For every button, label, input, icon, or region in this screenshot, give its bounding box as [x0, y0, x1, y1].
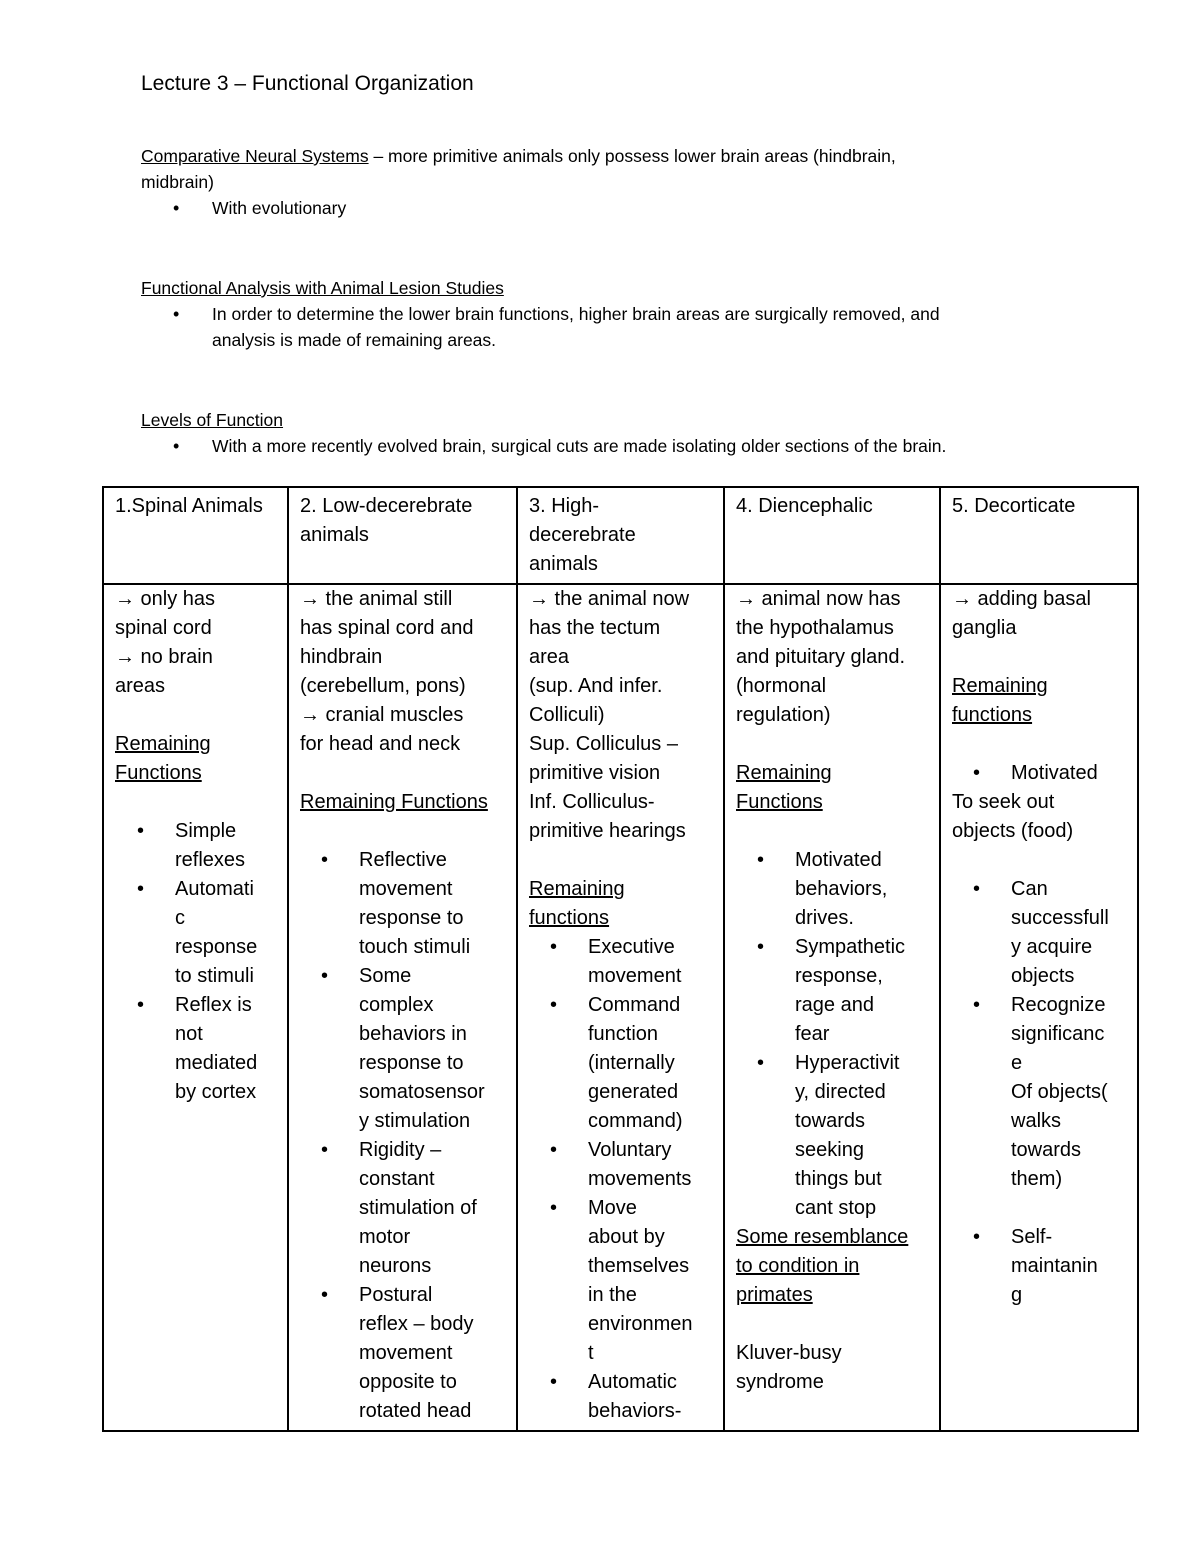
header-line: 5. Decorticate: [952, 495, 1076, 517]
list-item: • Motivated behaviors, drives.: [795, 846, 933, 933]
header-line: decerebrate: [529, 524, 636, 546]
cell-line: areas: [115, 675, 166, 697]
list-item: • Postural reflex – body movement opposite to rotated head: [359, 1281, 510, 1426]
comparative-line-1: [141, 143, 1041, 169]
cell-line: Colliculi): [529, 704, 605, 726]
header-cell-diencephalic: [724, 487, 940, 584]
lesion-bullet-line-2: analysis is made of remaining areas.: [212, 330, 497, 350]
list-item: • Can successfull y acquire objects: [1011, 875, 1131, 991]
cell-line: To seek out: [952, 791, 1055, 813]
header-line: 3. High-: [529, 495, 600, 517]
lesion-heading: Functional Analysis with Animal Lesion Studies: [141, 278, 504, 298]
cell-line: → the animal still: [300, 588, 453, 610]
cell-line: (sup. And infer.: [529, 675, 663, 697]
header-cell-high-decerebrate: [517, 487, 724, 584]
cell-line: hindbrain: [300, 646, 383, 668]
decorticate-bullets-3: [952, 1223, 1131, 1310]
cell-line: and pituitary gland.: [736, 646, 906, 668]
header-cell-decorticate: [940, 487, 1138, 584]
levels-bullets: [141, 433, 1041, 459]
cell-line: → only has: [115, 588, 216, 610]
list-item: • With a more recently evolved brain, surgical cuts are made isolating older sections of the brain.: [141, 433, 1041, 459]
lesion-section: [141, 275, 1041, 353]
list-item: • Some complex behaviors in response to somatosensor y stimulation: [359, 962, 510, 1136]
levels-table: [102, 486, 1139, 1432]
header-line: animals: [529, 553, 598, 575]
cell-line: for head and neck: [300, 733, 461, 755]
page-title: Lecture 3 – Functional Organization: [141, 72, 474, 95]
header-line: 2. Low-decerebrate: [300, 495, 473, 517]
cell-low-decerebrate: [288, 584, 517, 1431]
cell-line: → no brain: [115, 646, 213, 668]
cell-line: objects (food): [952, 820, 1074, 842]
list-item: • Rigidity – constant stimulation of motor neurons: [359, 1136, 510, 1281]
cell-line: the hypothalamus: [736, 617, 894, 639]
list-item: • Automati c response to stimuli: [175, 875, 281, 991]
levels-section: [141, 407, 1041, 459]
cell-line: (cerebellum, pons): [300, 675, 466, 697]
decorticate-continuation: Of objects( walks towards them): [1011, 1081, 1108, 1190]
list-item: • Automatic behaviors-: [588, 1368, 717, 1426]
resemblance-note: Some resemblance: [736, 1226, 909, 1248]
cell-line: Sup. Colliculus –: [529, 733, 678, 755]
comparative-heading: Comparative Neural Systems: [141, 146, 369, 166]
remaining-heading: Remaining: [529, 878, 625, 900]
cell-spinal: [103, 584, 288, 1431]
list-item: • Command function (internally generated command): [588, 991, 717, 1136]
levels-heading: Levels of Function: [141, 410, 284, 430]
header-cell-low-decerebrate: [288, 487, 517, 584]
list-item: • Move about by themselves in the environmen t: [588, 1194, 717, 1368]
syndrome-note: syndrome: [736, 1371, 824, 1393]
cell-line: regulation): [736, 704, 831, 726]
cell-line: spinal cord: [115, 617, 212, 639]
diencephalic-bullets: [736, 846, 933, 1223]
high-decerebrate-bullets: [529, 933, 717, 1426]
comparative-text: – more primitive animals only possess lower brain areas (hindbrain,: [368, 146, 896, 166]
list-item: • Reflex is not mediated by cortex: [175, 991, 281, 1107]
list-item: • Motivated: [1011, 759, 1131, 788]
resemblance-note: primates: [736, 1284, 813, 1306]
remaining-heading: Functions: [736, 791, 823, 813]
decorticate-bullets-1: [952, 759, 1131, 788]
remaining-heading: functions: [952, 704, 1033, 726]
spinal-bullets: [115, 817, 281, 1107]
cell-line: primitive hearings: [529, 820, 686, 842]
comparative-bullets: [141, 195, 1041, 221]
list-item: • Executive movement: [588, 933, 717, 991]
cell-line: has spinal cord and: [300, 617, 474, 639]
list-item: • Recognize significanc e: [1011, 991, 1131, 1078]
list-item: [141, 301, 1041, 353]
header-line: animals: [300, 524, 369, 546]
list-item: • With evolutionary: [141, 195, 1041, 221]
remaining-heading: Remaining: [736, 762, 832, 784]
list-item: • Reflective movement response to touch stimuli: [359, 846, 510, 962]
cell-line: → animal now has: [736, 588, 901, 610]
table-body-row: [103, 584, 1138, 1431]
remaining-heading: Remaining Functions: [300, 791, 488, 813]
lesion-bullets: [141, 301, 1041, 353]
cell-line: (hormonal: [736, 675, 827, 697]
cell-decorticate: [940, 584, 1138, 1431]
list-item: • Voluntary movements: [588, 1136, 717, 1194]
remaining-heading: Remaining: [952, 675, 1048, 697]
list-item: • Sympathetic response, rage and fear: [795, 933, 933, 1049]
list-item: • Hyperactivit y, directed towards seeking things but cant stop: [795, 1049, 933, 1223]
syndrome-note: Kluver-busy: [736, 1342, 842, 1364]
resemblance-note: to condition in: [736, 1255, 860, 1277]
cell-line: → adding basal: [952, 588, 1091, 610]
cell-line: Inf. Colliculus-: [529, 791, 655, 813]
remaining-heading: Functions: [115, 762, 202, 784]
cell-diencephalic: [724, 584, 940, 1431]
lesion-bullet-line-1: • In order to determine the lower brain functions, higher brain areas are surgically removed, and: [212, 304, 940, 324]
comparative-line-2: midbrain): [141, 172, 214, 192]
list-item: • Self- maintanin g: [1011, 1223, 1131, 1310]
header-cell-spinal: [103, 487, 288, 584]
header-line: 4. Diencephalic: [736, 495, 873, 517]
cell-line: primitive vision: [529, 762, 661, 784]
cell-line: area: [529, 646, 570, 668]
list-item: • Simple reflexes: [175, 817, 281, 875]
table-header-row: [103, 487, 1138, 584]
remaining-heading: Remaining: [115, 733, 211, 755]
cell-line: → cranial muscles: [300, 704, 464, 726]
low-decerebrate-bullets: [300, 846, 510, 1426]
cell-line: ganglia: [952, 617, 1017, 639]
decorticate-bullets-2: [952, 875, 1131, 1078]
comparative-section: [141, 143, 1041, 221]
cell-line: → the animal now: [529, 588, 690, 610]
cell-line: has the tectum: [529, 617, 661, 639]
cell-high-decerebrate: [517, 584, 724, 1431]
header-line: 1.Spinal Animals: [115, 495, 263, 517]
remaining-heading: functions: [529, 907, 610, 929]
